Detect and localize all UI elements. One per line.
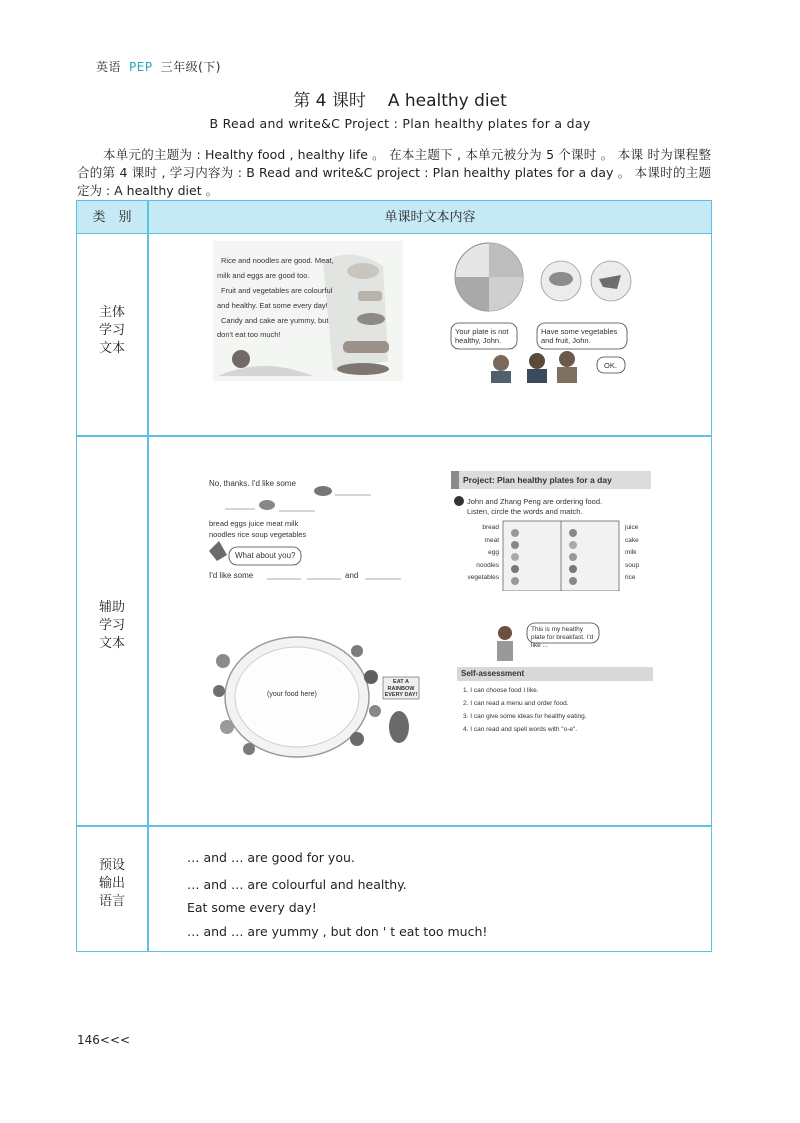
bubble-text: What about you? — [235, 551, 296, 560]
header-grade: 三年级(下) — [160, 60, 221, 74]
project-title: Project: Plan healthy plates for a day — [463, 475, 612, 485]
order-dialogue-picture — [205, 469, 415, 587]
bubble-text: This is my healthy plate for breakfast. I'd like ... — [531, 626, 594, 649]
self-item: 1. I can choose food I like. — [463, 687, 539, 694]
lesson-number: 第 4 课时 — [293, 91, 366, 111]
row-divider — [77, 825, 711, 827]
header-content: 单课时文本内容 — [384, 210, 476, 225]
bubble-text: OK. — [604, 361, 617, 370]
table-header — [77, 201, 711, 234]
self-item: 3. I can give some ideas for healthy eating. — [463, 713, 587, 720]
order-line: No, thanks. I'd like some — [209, 479, 296, 488]
row-label-main: 主体 学习 文本 — [98, 305, 125, 356]
output-line: … and … are colourful and healthy. — [187, 876, 407, 892]
word: soup — [625, 561, 640, 569]
read-line: milk and eggs are good too. — [217, 271, 310, 280]
content-table — [76, 200, 712, 952]
output-line: … and … are good for you. — [187, 850, 355, 865]
row-label-output: 预设 输出 语言 — [98, 858, 125, 909]
plate-dialogue-picture — [449, 241, 639, 383]
food-words: noodles rice soup vegetables — [209, 530, 307, 539]
bubble-text: Have some vegetables and fruit, John. — [541, 327, 618, 345]
word: noodles — [476, 561, 499, 569]
row-divider — [77, 435, 711, 437]
header-edition: PEP — [129, 60, 153, 74]
food-words: bread eggs juice meat milk — [209, 519, 299, 528]
word: meat — [484, 536, 499, 544]
word: rice — [625, 574, 636, 581]
self-assessment-picture — [457, 621, 657, 741]
word: egg — [488, 549, 499, 556]
intro-paragraph: 本单元的主题为 : Healthy food , healthy life 。 在本主题下 , 本单元被分为 5 个课时 。 本课 时为课程整合的第 4 课时 , 学习内容为 : B Read and write&C project : Plan healthy plates for a day 。 本课时的主题定为 : A healthy diet 。 — [77, 147, 711, 198]
word: cake — [625, 536, 639, 544]
word: juice — [625, 524, 639, 531]
read-line: Fruit and vegetables are colourful — [221, 286, 333, 295]
word: bread — [482, 524, 499, 531]
read-line: and healthy. Eat some every day! — [217, 301, 328, 310]
output-line: Eat some every day! — [187, 900, 317, 915]
order-and: and — [345, 571, 359, 580]
order-line: I'd like some — [209, 571, 254, 580]
read-line: don't eat too much! — [217, 330, 281, 339]
read-text-picture — [213, 241, 403, 381]
left-word-list — [453, 522, 499, 585]
self-item: 4. I can read and spell words with "o-e". — [463, 726, 578, 733]
read-line: Candy and cake are yummy, but — [221, 316, 329, 325]
word: vegetables — [467, 574, 499, 581]
page-number: 146<<< — [77, 1033, 131, 1047]
project-step: John and Zhang Peng are ordering food. — [467, 497, 603, 506]
word: milk — [625, 549, 637, 556]
output-line: … and … are yummy , but don ' t eat too much! — [187, 923, 488, 939]
column-divider — [147, 201, 149, 951]
project-picture — [451, 471, 651, 591]
running-header — [96, 58, 221, 75]
output-language-list — [187, 846, 487, 943]
right-word-list — [625, 522, 639, 585]
read-line: Rice and noodles are good. Meat, — [221, 256, 334, 265]
bubble-text: Your plate is not healthy, John. — [455, 327, 509, 345]
project-step: Listen, circle the words and match. — [467, 507, 583, 516]
rainbow-plate-picture — [207, 631, 427, 761]
row-label-support: 辅助 学习 文本 — [98, 600, 125, 651]
header-subject: 英语 — [96, 60, 122, 74]
lesson-topic: A healthy diet — [387, 91, 507, 111]
lesson-subtitle: B Read and write&C Project : Plan healthy plates for a day — [209, 116, 591, 131]
self-assessment-title: Self-assessment — [461, 669, 525, 678]
lesson-title — [0, 86, 800, 111]
self-item: 2. I can read a menu and order food. — [463, 700, 569, 707]
plate-center-text: (your food here) — [267, 691, 317, 698]
rainbow-sign: EAT A RAINBOW EVERY DAY! — [384, 679, 418, 698]
header-category: 类 别 — [92, 210, 132, 225]
